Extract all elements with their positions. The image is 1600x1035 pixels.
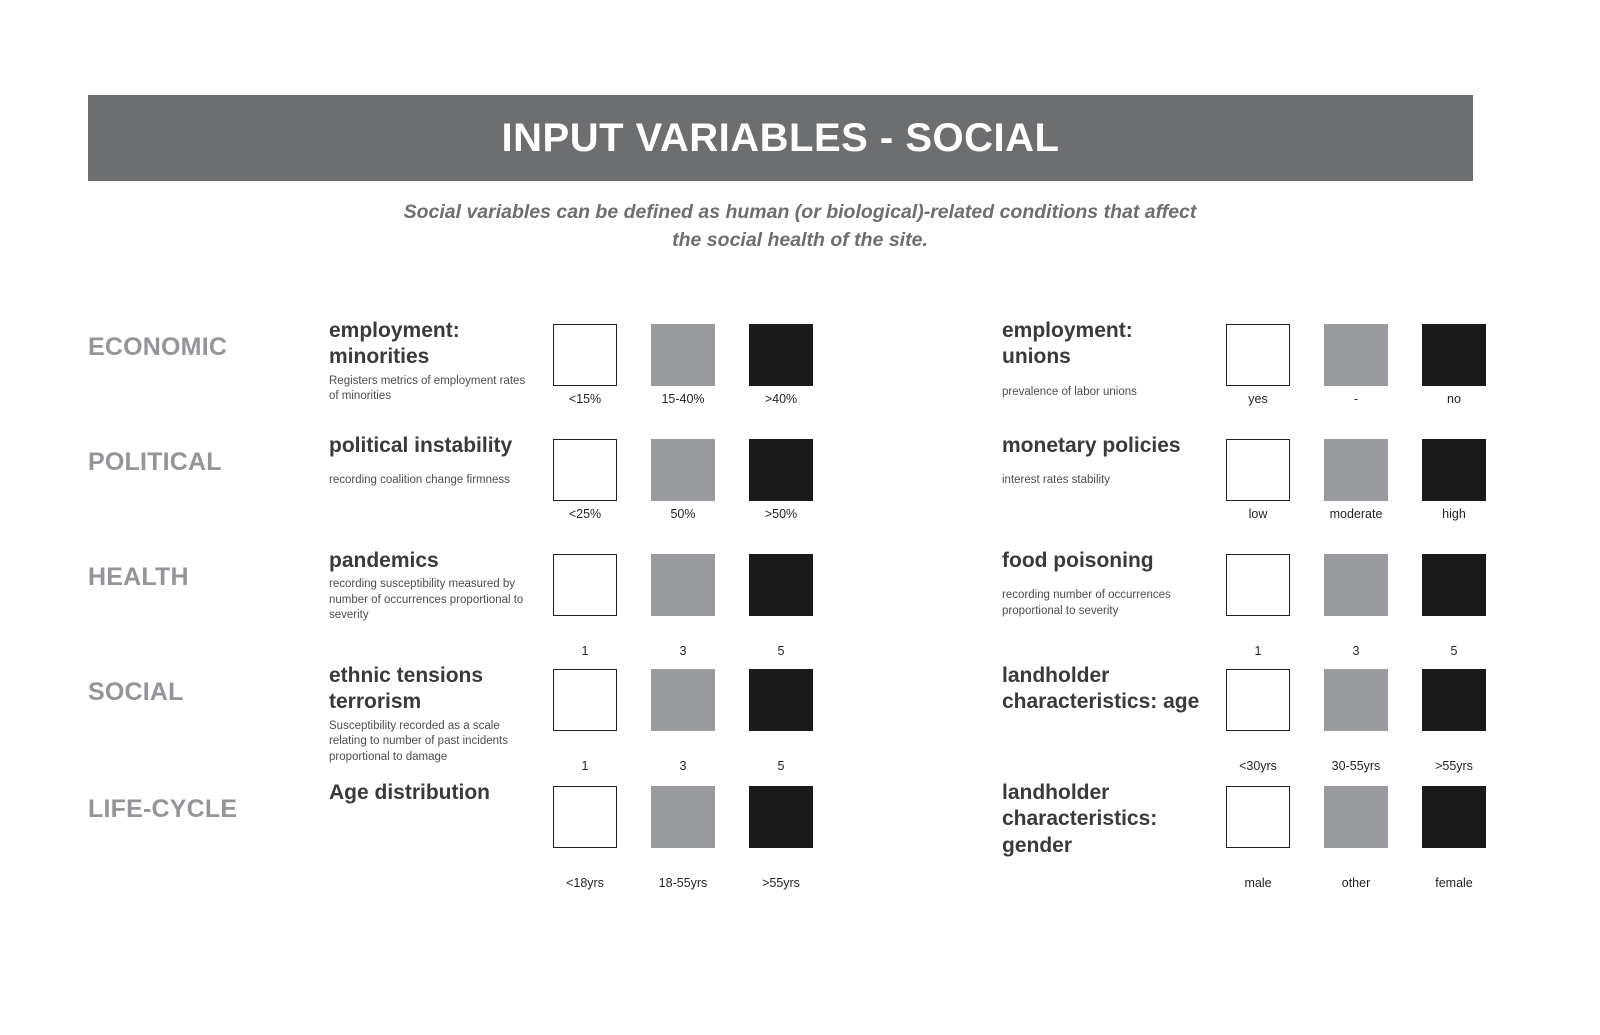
swatch-scale [1209, 554, 1503, 658]
page-subtitle: Social variables can be defined as human (or biological)-related conditions that affect the social health of the site. [403, 201, 1197, 252]
swatch-box-mid[interactable] [651, 669, 715, 731]
swatch-caption: 1 [1254, 644, 1262, 658]
swatch-caption: 15-40% [661, 392, 705, 406]
variable-block-pandemics [329, 548, 979, 658]
swatch-item[interactable] [1405, 669, 1503, 773]
swatch-scale [536, 786, 830, 890]
swatch-box-low[interactable] [553, 786, 617, 848]
variable-row [0, 548, 1600, 663]
swatch-item[interactable] [1405, 554, 1503, 658]
swatch-item[interactable] [1307, 439, 1405, 521]
swatch-box-mid[interactable] [1324, 324, 1388, 386]
variable-description: recording susceptibility measured by number of occurrences proportional to severity [329, 578, 524, 622]
variable-description: Registers metrics of employment rates of minorities [329, 374, 526, 403]
swatch-item[interactable] [1307, 669, 1405, 773]
category-label-health: HEALTH [88, 563, 189, 591]
swatch-item[interactable] [634, 324, 732, 406]
swatch-caption: female [1435, 876, 1473, 890]
swatch-box-high[interactable] [1422, 439, 1486, 501]
swatch-scale [536, 554, 830, 658]
swatch-item[interactable] [634, 554, 732, 658]
swatch-scale [1209, 669, 1503, 773]
swatch-item[interactable] [1209, 439, 1307, 521]
swatch-box-mid[interactable] [1324, 554, 1388, 616]
category-label-life-cycle: LIFE-CYCLE [88, 795, 238, 823]
swatch-caption: 1 [581, 759, 589, 773]
variable-block-age-distribution [329, 780, 979, 890]
swatch-item[interactable] [1405, 324, 1503, 406]
swatch-scale [1209, 324, 1503, 406]
swatch-box-mid[interactable] [651, 439, 715, 501]
variable-label: landholder characteristics: age [1002, 664, 1200, 714]
variable-block-ethnic-tensions-terrorism [329, 663, 979, 773]
header-bar [88, 95, 1473, 181]
variable-label: monetary policies [1002, 434, 1181, 457]
swatch-item[interactable] [634, 439, 732, 521]
swatch-box-mid[interactable] [651, 786, 715, 848]
variable-label: landholder characteristics: gender [1002, 781, 1158, 857]
swatch-caption: >40% [764, 392, 798, 406]
swatch-item[interactable] [1405, 439, 1503, 521]
swatch-box-high[interactable] [749, 669, 813, 731]
swatch-caption: 5 [777, 644, 785, 658]
swatch-caption: <15% [568, 392, 602, 406]
swatch-item[interactable] [1307, 324, 1405, 406]
swatch-item[interactable] [536, 439, 634, 521]
swatch-box-mid[interactable] [651, 554, 715, 616]
swatch-caption: 18-55yrs [658, 876, 708, 890]
category-label-social: SOCIAL [88, 678, 184, 706]
swatch-box-low[interactable] [553, 669, 617, 731]
swatch-caption: 30-55yrs [1331, 759, 1381, 773]
swatch-caption: high [1442, 507, 1466, 521]
variable-description: recording number of occurrences proportional to severity [1002, 589, 1171, 617]
variable-block-employment-minorities [329, 318, 979, 405]
swatch-caption: 1 [581, 644, 589, 658]
swatch-item[interactable] [732, 324, 830, 406]
swatch-caption: yes [1248, 392, 1268, 406]
variable-rows [0, 318, 1600, 895]
variable-label: ethnic tensions terrorism [329, 664, 484, 714]
variable-description: prevalence of labor unions [1002, 385, 1137, 398]
swatch-caption: no [1447, 392, 1461, 406]
variable-label: employment: minorities [329, 319, 460, 369]
swatch-item[interactable] [1209, 324, 1307, 406]
swatch-box-low[interactable] [553, 554, 617, 616]
swatch-item[interactable] [536, 669, 634, 773]
variable-row [0, 318, 1600, 433]
swatch-box-low[interactable] [1226, 324, 1290, 386]
variable-block-monetary-policies [1002, 433, 1600, 521]
swatch-item[interactable] [732, 786, 830, 890]
variable-description: recording coalition change firmness [329, 474, 510, 487]
swatch-caption: moderate [1329, 507, 1383, 521]
swatch-item[interactable] [732, 554, 830, 658]
swatch-item[interactable] [536, 786, 634, 890]
swatch-caption: >55yrs [762, 876, 800, 890]
variable-description: Susceptibility recorded as a scale relating to number of past incidents proportional to damage [329, 719, 508, 763]
swatch-item[interactable] [536, 324, 634, 406]
swatch-caption: <25% [568, 507, 602, 521]
variable-label: Age distribution [329, 781, 490, 804]
category-label-economic: ECONOMIC [88, 333, 228, 361]
swatch-item[interactable] [1405, 786, 1503, 890]
swatch-item[interactable] [1209, 669, 1307, 773]
swatch-box-mid[interactable] [1324, 786, 1388, 848]
variable-label: political instability [329, 434, 513, 457]
swatch-caption: - [1353, 392, 1359, 406]
swatch-box-mid[interactable] [651, 324, 715, 386]
swatch-box-mid[interactable] [1324, 669, 1388, 731]
swatch-item[interactable] [1307, 786, 1405, 890]
swatch-item[interactable] [732, 669, 830, 773]
swatch-caption: other [1341, 876, 1371, 890]
swatch-caption: <18yrs [566, 876, 604, 890]
swatch-caption: 3 [1352, 644, 1360, 658]
swatch-box-low[interactable] [1226, 786, 1290, 848]
variable-block-food-poisoning [1002, 548, 1600, 658]
swatch-caption: 50% [670, 507, 696, 521]
swatch-box-mid[interactable] [1324, 439, 1388, 501]
variable-block-landholder-gender [1002, 780, 1600, 890]
swatch-item[interactable] [1209, 554, 1307, 658]
page-title: INPUT VARIABLES - SOCIAL [501, 115, 1060, 160]
variable-label: pandemics [329, 549, 439, 572]
swatch-caption: 5 [1450, 644, 1458, 658]
swatch-box-low[interactable] [553, 439, 617, 501]
swatch-item[interactable] [536, 554, 634, 658]
swatch-caption: >50% [764, 507, 798, 521]
swatch-box-low[interactable] [1226, 669, 1290, 731]
swatch-box-high[interactable] [1422, 669, 1486, 731]
swatch-box-low[interactable] [1226, 439, 1290, 501]
swatch-caption: low [1248, 507, 1268, 521]
swatch-item[interactable] [1209, 786, 1307, 890]
swatch-item[interactable] [732, 439, 830, 521]
swatch-scale [536, 669, 830, 773]
swatch-caption: 3 [679, 644, 687, 658]
swatch-box-high[interactable] [749, 554, 813, 616]
variable-label: food poisoning [1002, 549, 1154, 572]
swatch-box-high[interactable] [749, 786, 813, 848]
swatch-scale [536, 324, 830, 406]
variable-description: interest rates stability [1002, 474, 1111, 487]
variable-row [0, 433, 1600, 548]
swatch-box-high[interactable] [749, 439, 813, 501]
swatch-scale [536, 439, 830, 521]
swatch-scale [1209, 786, 1503, 890]
variable-block-political-instability [329, 433, 979, 521]
swatch-caption: 3 [679, 759, 687, 773]
swatch-caption: >55yrs [1435, 759, 1473, 773]
swatch-box-low[interactable] [1226, 554, 1290, 616]
swatch-item[interactable] [634, 786, 732, 890]
swatch-item[interactable] [1307, 554, 1405, 658]
swatch-box-high[interactable] [1422, 554, 1486, 616]
swatch-item[interactable] [634, 669, 732, 773]
variable-block-employment-unions [1002, 318, 1600, 406]
variable-row [0, 780, 1600, 895]
category-label-political: POLITICAL [88, 448, 222, 476]
swatch-caption: <30yrs [1239, 759, 1277, 773]
swatch-caption: 5 [777, 759, 785, 773]
swatch-box-high[interactable] [749, 324, 813, 386]
variable-label: employment: unions [1002, 319, 1133, 369]
swatch-box-low[interactable] [553, 324, 617, 386]
variable-block-landholder-age [1002, 663, 1600, 773]
swatch-scale [1209, 439, 1503, 521]
swatch-box-high[interactable] [1422, 324, 1486, 386]
swatch-caption: male [1244, 876, 1272, 890]
swatch-box-high[interactable] [1422, 786, 1486, 848]
variable-row [0, 663, 1600, 780]
